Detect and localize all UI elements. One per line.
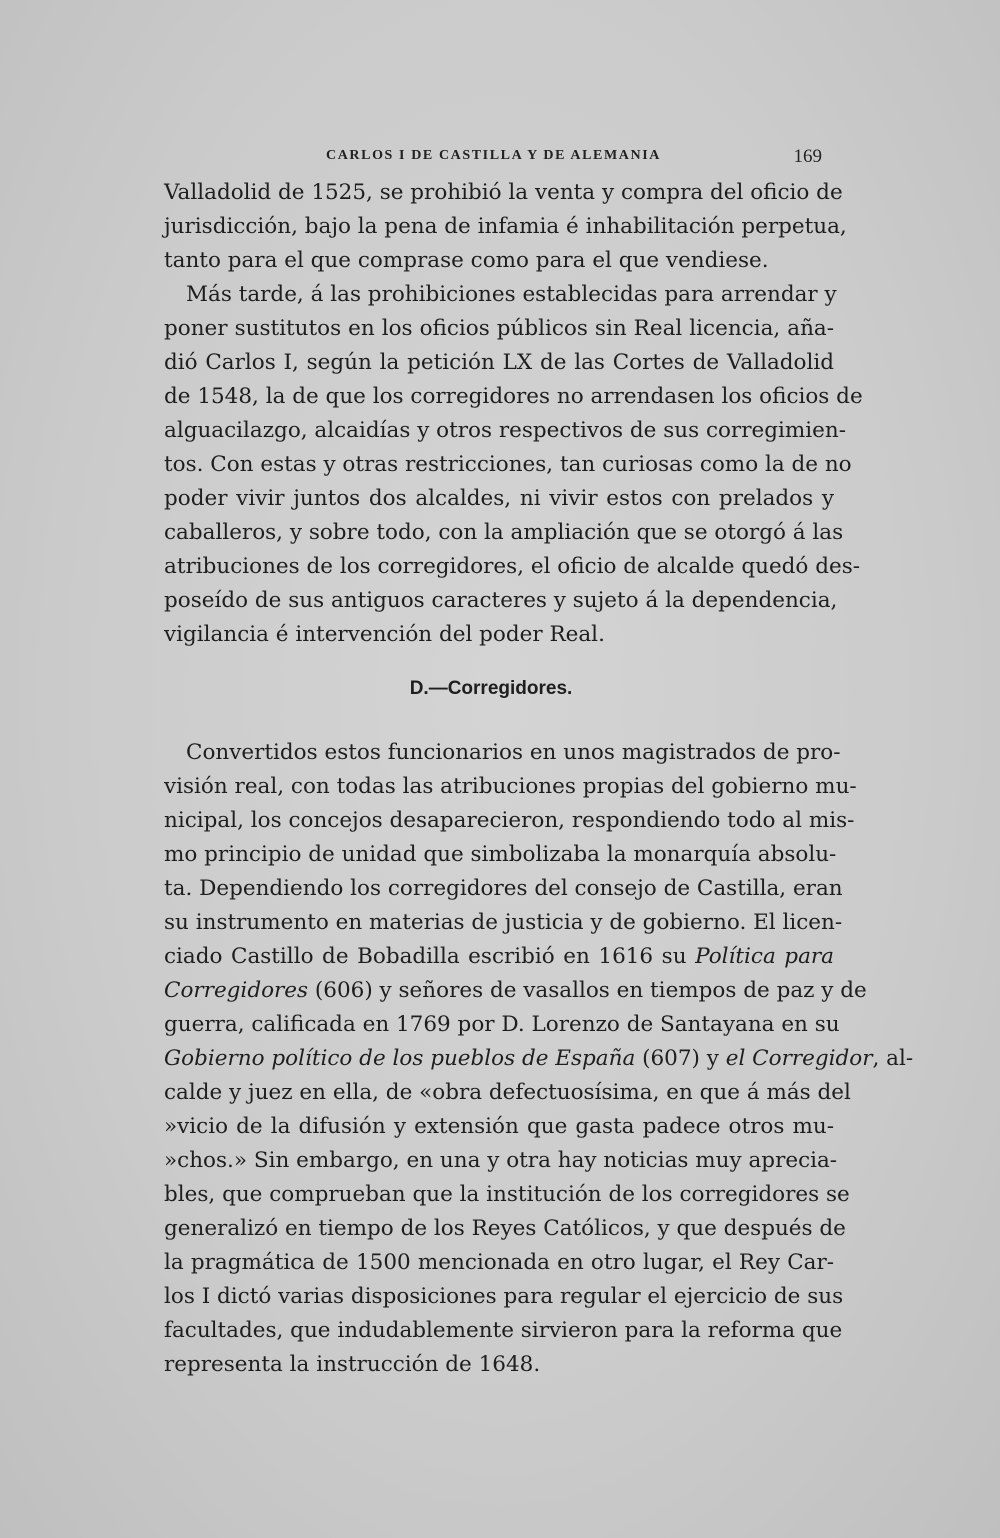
text-line: alguacilazgo, alcaidías y otros respectivos de sus corregimien- bbox=[164, 418, 846, 443]
text-line: los I dictó varias disposiciones para regular el ejercicio de sus bbox=[164, 1284, 844, 1309]
text-line: generalizó en tiempo de los Reyes Católicos, y que después de bbox=[164, 1216, 846, 1241]
section-heading bbox=[164, 678, 834, 700]
text-line: vigilancia é intervención del poder Real. bbox=[164, 622, 605, 647]
text-run: (606) y señores de vasallos en tiempos de paz y de bbox=[308, 978, 867, 1003]
text-line: poder vivir juntos dos alcaldes, ni vivir estos con prelados y bbox=[164, 486, 834, 511]
text-line: jurisdicción, bajo la pena de infamia é inhabilitación perpetua, bbox=[164, 214, 847, 239]
running-title: CARLOS I DE CASTILLA Y DE ALEMANIA bbox=[326, 148, 661, 163]
body-text-top bbox=[164, 176, 863, 652]
text-line: caballeros, y sobre todo, con la ampliación que se otorgó á las bbox=[164, 520, 844, 545]
text-line: guerra, calificada en 1769 por D. Lorenzo de Santayana en su bbox=[164, 1012, 840, 1037]
text-line: tanto para el que comprase como para el que vendiese. bbox=[164, 248, 769, 273]
text-line: nicipal, los concejos desaparecieron, respondiendo todo al mis- bbox=[164, 808, 855, 833]
text-line: de 1548, la de que los corregidores no arrendasen los oficios de bbox=[164, 384, 863, 409]
book-title-italic: Política para bbox=[695, 944, 834, 969]
text-line: Valladolid de 1525, se prohibió la venta y compra del oficio de bbox=[164, 180, 843, 205]
text-line bbox=[164, 940, 834, 974]
book-title-italic: Corregidores bbox=[164, 978, 309, 1003]
text-line: su instrumento en materias de justicia y de gobierno. El licen- bbox=[164, 910, 843, 935]
text-line: dió Carlos I, según la petición LX de las Cortes de Valladolid bbox=[164, 350, 834, 375]
text-line: tos. Con estas y otras restricciones, tan curiosas como la de no bbox=[164, 452, 852, 477]
text-line bbox=[164, 974, 867, 1008]
text-line: atribuciones de los corregidores, el oficio de alcalde quedó des- bbox=[164, 554, 860, 579]
paragraph-1 bbox=[164, 176, 847, 278]
text-run: ciado Castillo de Bobadilla escribió en 1616 su bbox=[164, 944, 696, 969]
text-line: Más tarde, á las prohibiciones establecidas para arrendar y bbox=[186, 282, 837, 307]
paragraph-2 bbox=[164, 278, 863, 652]
book-title-italic: Gobierno político de los pueblos de España bbox=[164, 1046, 636, 1071]
section-heading-text: D.—Corregidores. bbox=[409, 678, 573, 699]
running-head bbox=[166, 146, 832, 170]
text-run: , al- bbox=[872, 1046, 914, 1071]
text-line: »chos.» Sin embargo, en una y otra hay noticias muy aprecia- bbox=[164, 1148, 838, 1173]
body-text-bottom bbox=[164, 736, 914, 1382]
paragraph-3 bbox=[164, 736, 914, 1382]
text-line: ta. Dependiendo los corregidores del consejo de Castilla, eran bbox=[164, 876, 843, 901]
text-line bbox=[164, 1042, 914, 1076]
text-line: calde y juez en ella, de «obra defectuosísima, en que á más del bbox=[164, 1080, 851, 1105]
text-run: (607) y bbox=[635, 1046, 726, 1071]
text-line: facultades, que indudablemente sirvieron para la reforma que bbox=[164, 1318, 843, 1343]
book-title-italic: el Corregidor bbox=[725, 1046, 873, 1071]
text-line: mo principio de unidad que simbolizaba la monarquía absolu- bbox=[164, 842, 837, 867]
text-line: bles, que comprueban que la institución de los corregidores se bbox=[164, 1182, 850, 1207]
text-line: poner sustitutos en los oficios públicos sin Real licencia, aña- bbox=[164, 316, 834, 341]
text-line: visión real, con todas las atribuciones propias del gobierno mu- bbox=[164, 774, 857, 799]
text-line: la pragmática de 1500 mencionada en otro lugar, el Rey Car- bbox=[164, 1250, 834, 1275]
text-line: Convertidos estos funcionarios en unos magistrados de pro- bbox=[186, 740, 841, 765]
text-line: »vicio de la difusión y extensión que gasta padece otros mu- bbox=[164, 1114, 834, 1139]
text-line: poseído de sus antiguos caracteres y sujeto á la dependencia, bbox=[164, 588, 838, 613]
text-line: representa la instrucción de 1648. bbox=[164, 1352, 541, 1377]
page-number: 169 bbox=[793, 146, 822, 167]
